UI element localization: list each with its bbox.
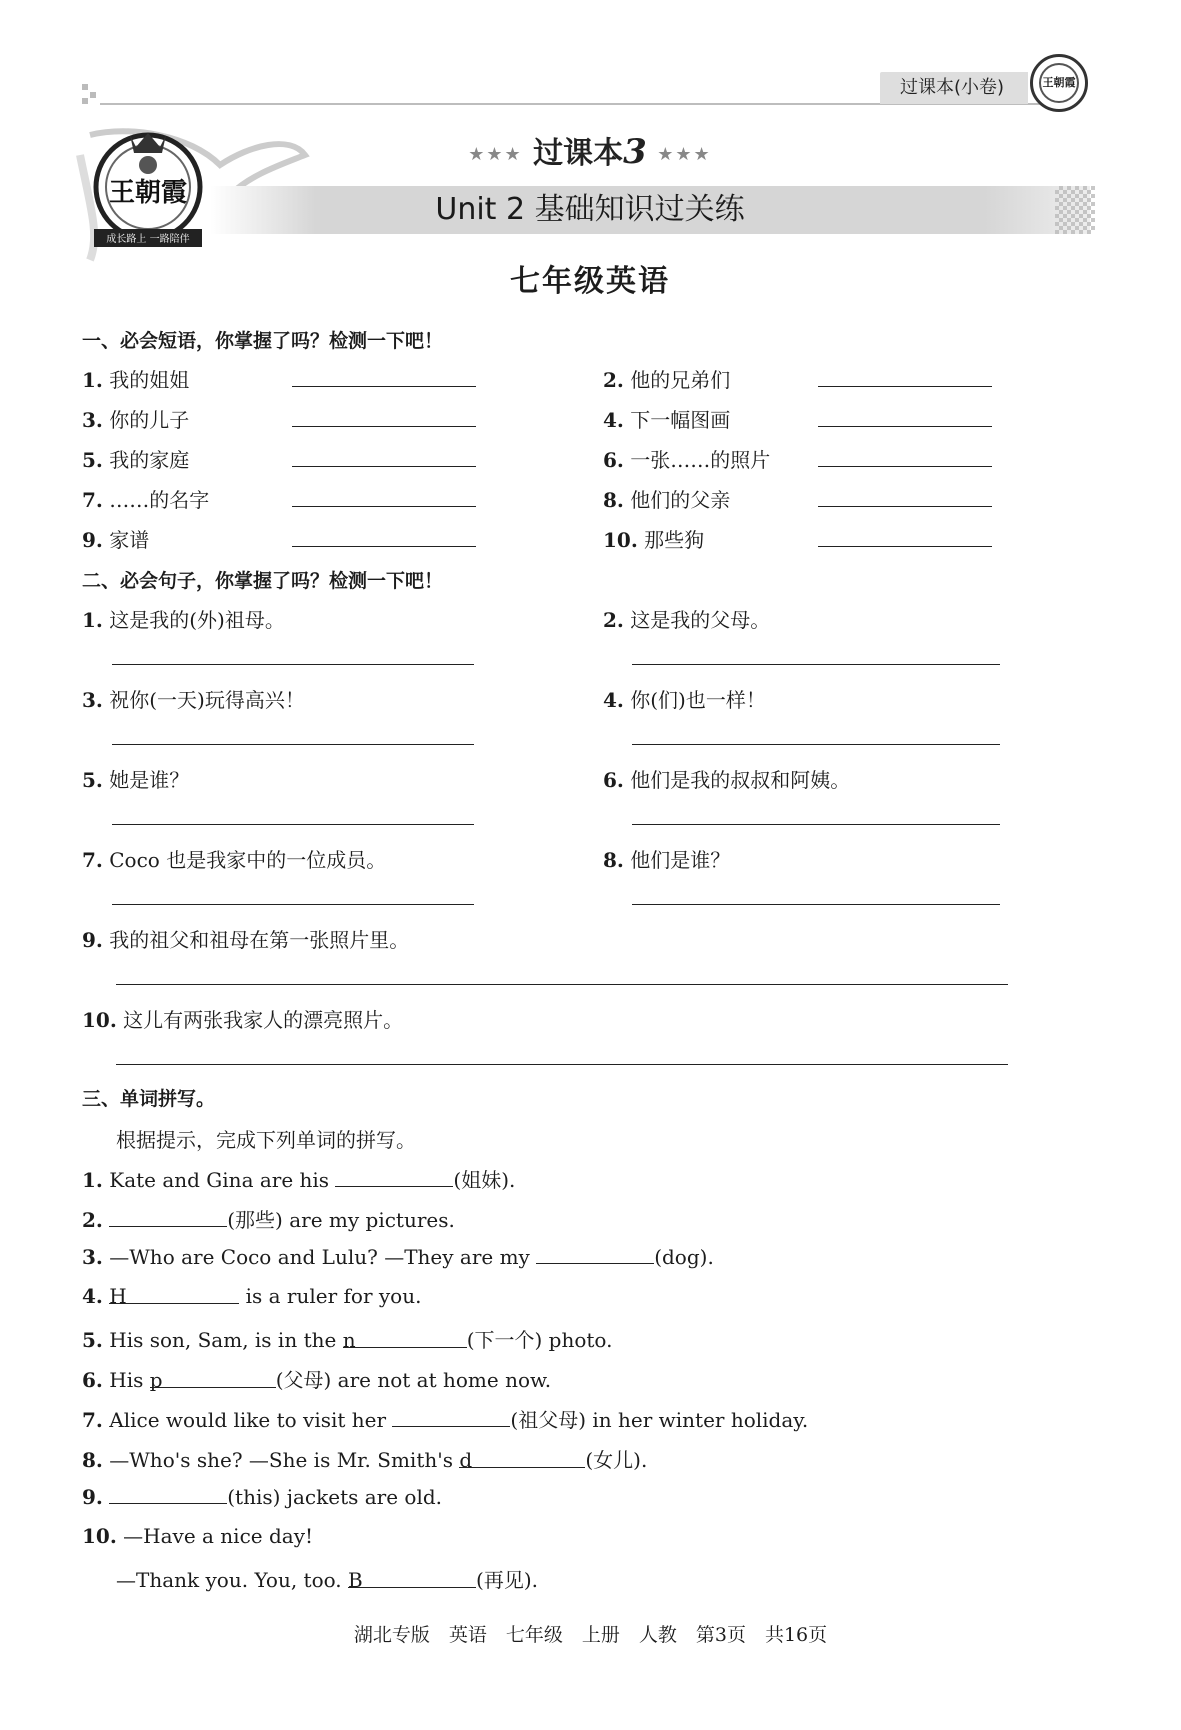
unit-title: Unit 2 基础知识过关练 <box>435 192 745 227</box>
phrase-item: 7. ……的名字 <box>82 488 210 512</box>
ribbon-checker-decoration <box>1055 186 1095 234</box>
top-seal-logo <box>1030 54 1088 112</box>
answer-blank[interactable] <box>818 386 992 387</box>
series-title <box>430 128 750 172</box>
answer-line[interactable] <box>112 744 474 745</box>
star-icons-left: ★★★ <box>468 144 523 165</box>
answer-line[interactable] <box>632 744 1000 745</box>
spelling-item: 1. Kate and Gina are his (姐妹). <box>82 1168 516 1192</box>
series-prefix: 过课本 <box>533 136 624 171</box>
spelling-item: 5. His son, Sam, is in the n (下一个) photo. <box>82 1328 613 1352</box>
phrase-item: 9. 家谱 <box>82 528 150 552</box>
phrase-item: 5. 我的家庭 <box>82 448 190 472</box>
sentence-item: 6. 他们是我的叔叔和阿姨。 <box>603 768 851 792</box>
sentence-item: 4. 你(们)也一样！ <box>603 688 766 712</box>
answer-blank[interactable] <box>818 546 992 547</box>
spelling-blank[interactable] <box>109 1207 227 1227</box>
spelling-blank[interactable] <box>392 1407 510 1427</box>
spelling-item: 7. Alice would like to visit her (祖父母) in her winter holiday. <box>82 1408 809 1432</box>
sentence-item: 2. 这是我的父母。 <box>603 608 771 632</box>
answer-line[interactable] <box>112 824 474 825</box>
top-seal-inner: 王朝霞 <box>1039 63 1079 103</box>
sentence-item: 3. 祝你(一天)玩得高兴！ <box>82 688 305 712</box>
answer-blank[interactable] <box>818 506 992 507</box>
spelling-blank[interactable]: p <box>150 1368 276 1388</box>
answer-blank[interactable] <box>292 386 476 387</box>
phrase-item: 10. 那些狗 <box>603 528 705 552</box>
answer-line[interactable] <box>632 664 1000 665</box>
grade-title: 七年级英语 <box>510 264 670 299</box>
spelling-item: 2. (那些) are my pictures. <box>82 1208 455 1232</box>
phrase-item: 6. 一张……的照片 <box>603 448 771 472</box>
star-icons-right: ★★★ <box>657 144 712 165</box>
section2-heading: 二、必会句子，你掌握了吗？检测一下吧！ <box>82 570 444 592</box>
sentence-item: 9. 我的祖父和祖母在第一张照片里。 <box>82 928 410 952</box>
answer-line[interactable] <box>116 1064 1008 1065</box>
spelling-item: 8. —Who's she? —She is Mr. Smith's d (女儿). <box>82 1448 648 1472</box>
section1-heading: 一、必会短语，你掌握了吗？检测一下吧！ <box>82 330 444 352</box>
sentence-item: 10. 这儿有两张我家人的漂亮照片。 <box>82 1008 404 1032</box>
answer-blank[interactable] <box>292 466 476 467</box>
header-tab <box>880 72 1028 104</box>
phrase-item: 1. 我的姐姐 <box>82 368 190 392</box>
sentence-item: 5. 她是谁？ <box>82 768 190 792</box>
answer-blank[interactable] <box>292 426 476 427</box>
brand-logo-name: 王朝霞 <box>108 178 188 208</box>
series-number: 3 <box>623 132 647 172</box>
answer-line[interactable] <box>632 904 1000 905</box>
spelling-blank[interactable]: n <box>343 1328 467 1348</box>
spelling-item: 10. —Have a nice day! <box>82 1524 314 1548</box>
spelling-item: 4. H is a ruler for you. <box>82 1284 422 1308</box>
spelling-item: 3. —Who are Coco and Lulu? —They are my (dog). <box>82 1245 714 1269</box>
spelling-blank[interactable] <box>536 1244 654 1264</box>
answer-line[interactable] <box>632 824 1000 825</box>
spelling-blank[interactable]: H <box>109 1284 239 1304</box>
spelling-item: 6. His p (父母) are not at home now. <box>82 1368 552 1392</box>
spelling-blank[interactable] <box>335 1167 453 1187</box>
phrase-item: 8. 他们的父亲 <box>603 488 731 512</box>
sentence-item: 1. 这是我的(外)祖母。 <box>82 608 285 632</box>
spelling-blank[interactable]: d <box>459 1448 585 1468</box>
section3-heading: 三、单词拼写。 <box>82 1088 216 1110</box>
answer-blank[interactable] <box>818 466 992 467</box>
brand-logo-slogan: 成长路上 一路陪伴 <box>106 234 190 245</box>
answer-blank[interactable] <box>818 426 992 427</box>
spelling-blank[interactable] <box>109 1484 227 1504</box>
phrase-item: 3. 你的儿子 <box>82 408 190 432</box>
phrase-item: 2. 他的兄弟们 <box>603 368 731 392</box>
phrase-item: 4. 下一幅图画 <box>603 408 731 432</box>
header-tab-label: 过课本(小卷) <box>900 77 1005 98</box>
answer-line[interactable] <box>112 904 474 905</box>
answer-line[interactable] <box>116 984 1008 985</box>
spelling-blank[interactable]: B <box>348 1568 476 1588</box>
answer-blank[interactable] <box>292 546 476 547</box>
page-footer: 湖北专版 英语 七年级 上册 人教 第3页 共16页 <box>353 1624 828 1646</box>
spelling-item: 9. (this) jackets are old. <box>82 1485 443 1509</box>
section3-instruction: 根据提示，完成下列单词的拼写。 <box>116 1128 416 1152</box>
sentence-item: 8. 他们是谁？ <box>603 848 731 872</box>
answer-line[interactable] <box>112 664 474 665</box>
answer-blank[interactable] <box>292 506 476 507</box>
spelling-item-line2: —Thank you. You, too. B (再见). <box>116 1568 538 1592</box>
sentence-item: 7. Coco 也是我家中的一位成员。 <box>82 848 387 872</box>
